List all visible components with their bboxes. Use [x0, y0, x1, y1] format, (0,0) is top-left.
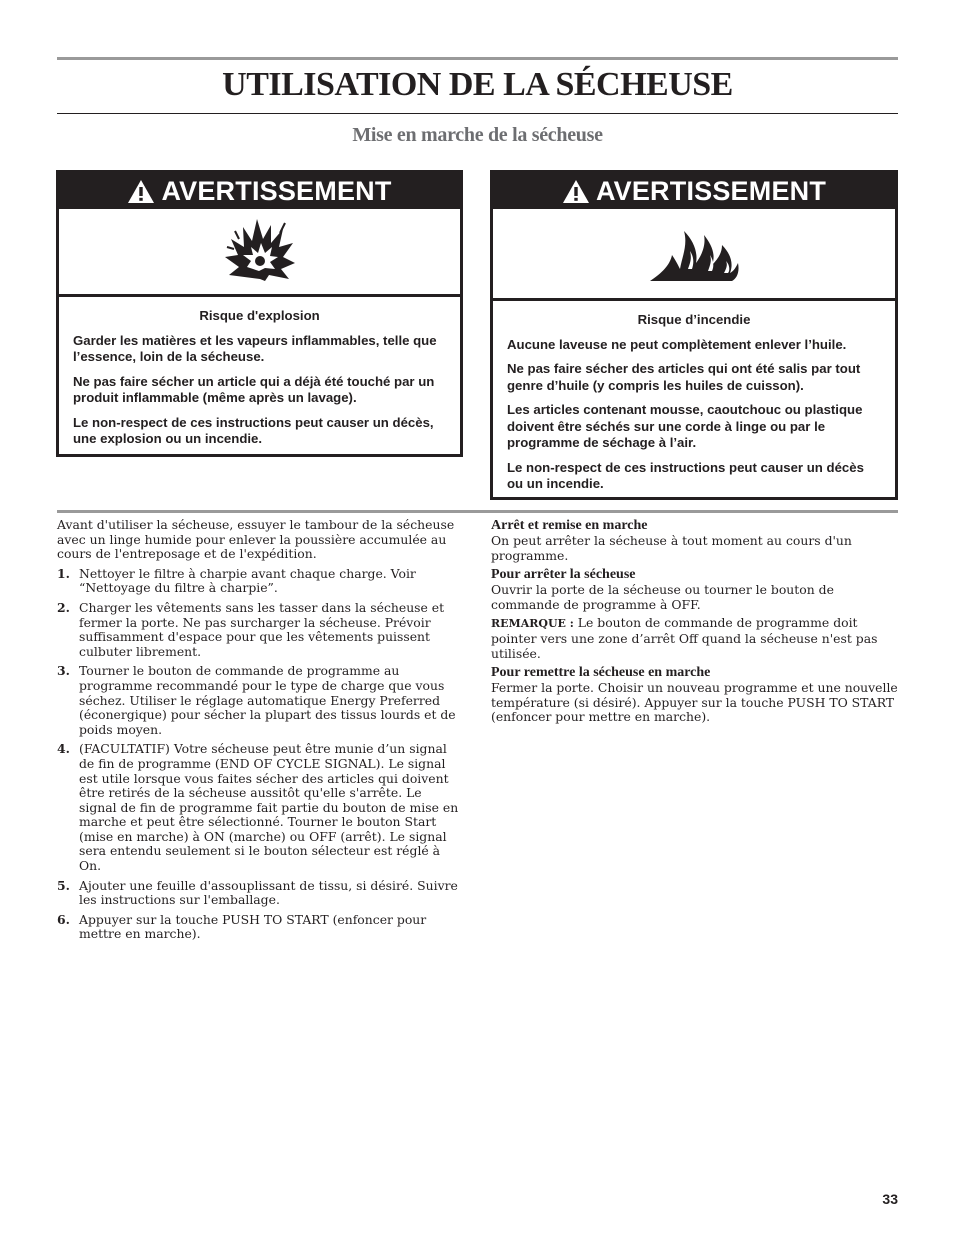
warning-header [59, 173, 460, 209]
intro-paragraph: Avant d'utiliser la sécheuse, essuyer le tambour de la sécheuse avec un linge humide pour enlever la poussière accumulée au cours de l'entreposage et de l'expédition. [57, 517, 455, 562]
warning-body [59, 297, 460, 448]
explosion-warning-box [56, 170, 463, 457]
step-text: Charger les vêtements sans les tasser dans la sécheuse et fermer la porte. Ne pas surcharger la sécheuse. Prévoir suffisamment d'espace pour que les vêtements puissent culbuter librement. [79, 599, 445, 659]
warning-paragraph: Ne pas faire sécher des articles qui ont été salis par tout genre d’huile (y compris les huiles de cuisson). [507, 361, 861, 393]
list-item [57, 567, 461, 596]
fire-icon [648, 221, 740, 287]
warning-paragraph: Aucune laveuse ne peut complètement enlever l’huile. [507, 336, 847, 352]
page-title: UTILISATION DE LA SÉCHEUSE [222, 66, 733, 103]
section-rule [57, 510, 898, 513]
section-text: Fermer la porte. Choisir un nouveau programme et une nouvelle température (si désiré). Appuyer sur la touche PUSH TO START (enfoncer pour mettre en marche). [491, 680, 898, 725]
step-text: Nettoyer le filtre à charpie avant chaque charge. Voir “Nettoyage du filtre à charpie”. [79, 565, 416, 596]
note-text: Le bouton de commande de programme doit pointer vers une zone d’arrêt Off quand la sécheuse n'est pas utilisée. [491, 615, 878, 661]
list-item [57, 664, 461, 737]
section-heading: Arrêt et remise en marche [491, 518, 648, 533]
list-item [57, 913, 461, 942]
left-column [57, 518, 461, 947]
warning-triangle-icon [562, 179, 590, 204]
list-item [57, 879, 461, 908]
section-text: On peut arrêter la sécheuse à tout moment au cours d'un programme. [491, 533, 852, 563]
warning-body [493, 301, 895, 493]
step-number: 1. [57, 565, 70, 581]
fire-warning-box [490, 170, 898, 500]
section-text: Ouvrir la porte de la sécheuse ou tourner le bouton de commande de programme à OFF. [491, 582, 834, 612]
step-number: 6. [57, 911, 70, 927]
warning-triangle-icon [127, 179, 155, 204]
right-column [491, 518, 898, 729]
step-text: Tourner le bouton de commande de programme au programme recommandé pour le type de charge que vous séchez. Utiliser le réglage automatique Energy Preferred (éconergique) pour sécher la plupart des tissus lourds et de poids moyen. [79, 663, 456, 737]
list-item [57, 601, 461, 659]
note-paragraph [491, 616, 898, 661]
warning-header [493, 173, 895, 209]
warning-paragraph: Le non-respect de ces instructions peut causer un décès, une explosion ou un incendie. [73, 414, 434, 446]
section-subtitle: Mise en marche de la sécheuse [352, 124, 603, 146]
section-heading: Pour remettre la sécheuse en marche [491, 665, 711, 681]
note-label: REMARQUE : [491, 617, 574, 631]
title-rule [57, 113, 898, 114]
section-heading: Pour arrêter la sécheuse [491, 567, 636, 583]
explosion-icon [225, 217, 295, 287]
explosion-icon-area [59, 209, 460, 297]
step-number: 5. [57, 877, 70, 893]
warning-header-label: AVERTISSEMENT [595, 175, 827, 206]
fire-icon-area [493, 209, 895, 301]
step-number: 3. [57, 663, 70, 679]
top-rule [57, 57, 898, 60]
step-text: Ajouter une feuille d'assouplissant de tissu, si désiré. Suivre les instructions sur l'emballage. [79, 877, 458, 908]
hazard-title: Risque d'explosion [199, 308, 320, 323]
warning-paragraph: Le non-respect de ces instructions peut causer un décès ou un incendie. [507, 459, 864, 491]
warning-paragraph: Garder les matières et les vapeurs inflammables, telle que l’essence, loin de la sécheuse. [73, 332, 437, 364]
step-text: (FACULTATIF) Votre sécheuse peut être munie d’un signal de fin de programme (END OF CYCLE SIGNAL). Le signal est utile lorsque vous faites sécher des articles qui doivent être retirés de la sécheuse aussitôt qu'elle s'arrête. Le signal de fin de programme fait partie du bouton de mise en marche et peut être sélectionné. Tourner le bouton Start (mise en marche) à ON (marche) ou OFF (arrêt). Le signal sera entendu seulement si le bouton sélecteur est réglé à On. [79, 741, 459, 874]
warning-header-label: AVERTISSEMENT [161, 175, 392, 206]
step-text: Appuyer sur la touche PUSH TO START (enfoncer pour mettre en marche). [79, 911, 427, 942]
steps-list [57, 567, 461, 942]
step-number: 2. [57, 599, 70, 615]
warning-paragraph: Les articles contenant mousse, caoutchouc ou plastique doivent être séchés sur une corde à linge ou par le programme de séchage à l’air. [507, 402, 863, 450]
hazard-title: Risque d’incendie [637, 312, 751, 327]
step-number: 4. [57, 741, 70, 757]
warning-paragraph: Ne pas faire sécher un article qui a déjà été touché par un produit inflammable (même après un lavage). [73, 373, 435, 405]
page-number: 33 [882, 1191, 898, 1207]
list-item [57, 742, 461, 873]
